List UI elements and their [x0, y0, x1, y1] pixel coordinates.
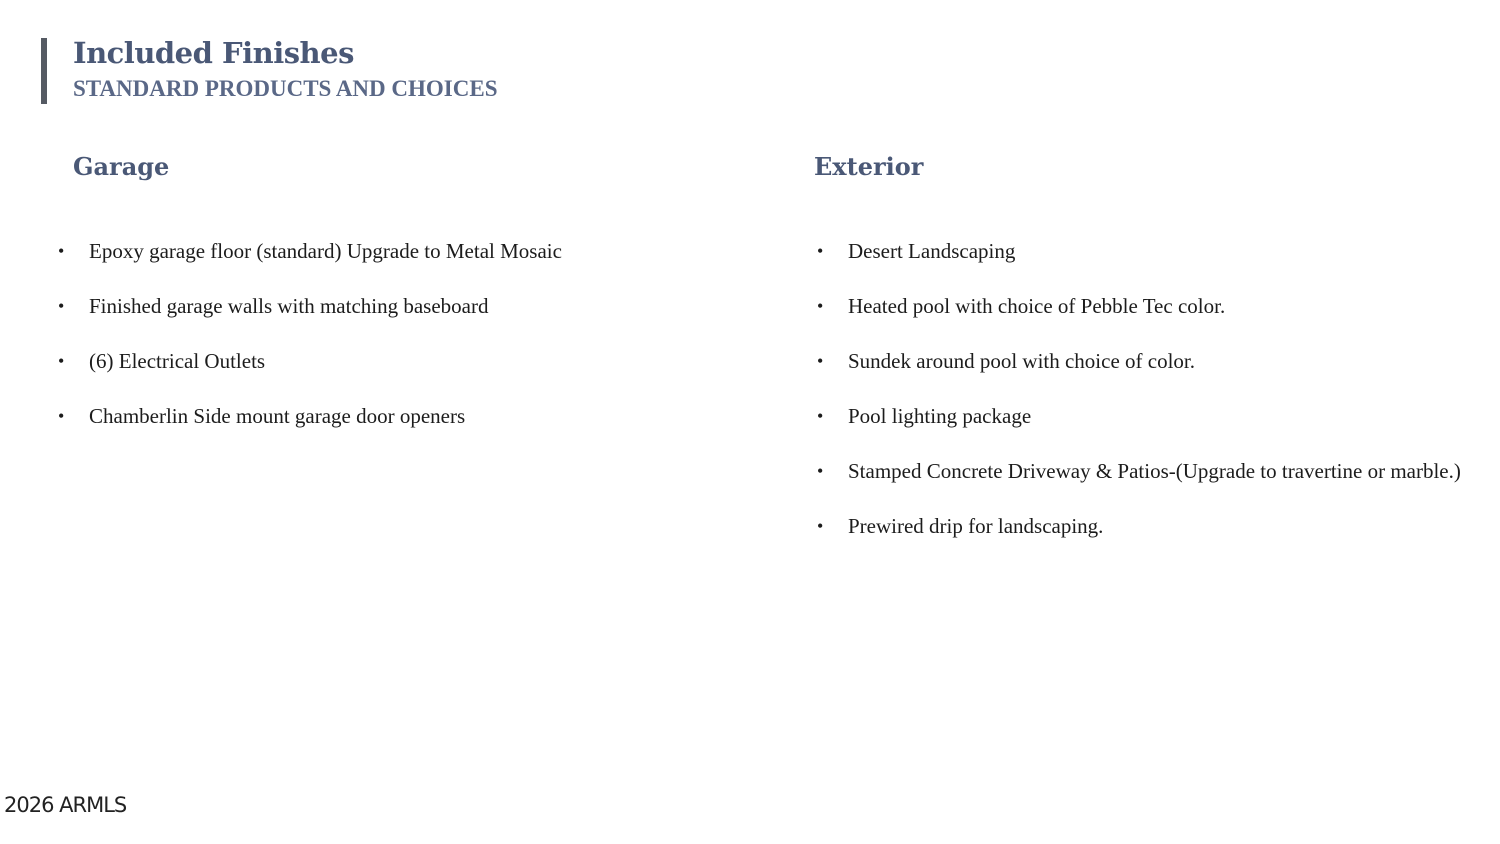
list-item-text: Sundek around pool with choice of color.: [848, 349, 1196, 373]
bullet-icon: •: [817, 516, 824, 536]
bullet-icon: •: [817, 241, 824, 261]
list-item-text: Finished garage walls with matching baseboard: [89, 294, 489, 318]
bullet-icon: •: [817, 296, 824, 316]
list-item: [817, 456, 1477, 486]
list-item-text: Stamped Concrete Driveway & Patios-(Upgrade to travertine or marble.): [848, 459, 1461, 483]
list-item-text: Prewired drip for landscaping.: [848, 514, 1104, 538]
bullet-icon: •: [58, 406, 65, 426]
list-item-text: Chamberlin Side mount garage door openers: [89, 404, 466, 428]
title-accent-bar: [41, 38, 47, 104]
bullet-icon: •: [817, 351, 824, 371]
bullet-icon: •: [817, 461, 824, 481]
page-title: Included Finishes: [73, 36, 354, 70]
copyright-footer: 2026 ARMLS: [4, 793, 127, 817]
list-item-text: (6) Electrical Outlets: [89, 349, 266, 373]
bullet-icon: •: [58, 351, 65, 371]
list-item: [58, 346, 758, 376]
list-item: [817, 291, 1477, 321]
list-item: [817, 346, 1477, 376]
bullet-icon: •: [58, 241, 65, 261]
list-item: [58, 291, 758, 321]
list-item: [817, 511, 1477, 541]
list-item-text: Pool lighting package: [848, 404, 1032, 428]
page-subtitle: STANDARD PRODUCTS AND CHOICES: [73, 76, 498, 101]
list-item: [58, 401, 758, 431]
list-item: [58, 236, 758, 266]
garage-list: [58, 236, 758, 456]
list-item-text: Heated pool with choice of Pebble Tec color.: [848, 294, 1226, 318]
list-item-text: Desert Landscaping: [848, 239, 1016, 263]
bullet-icon: •: [817, 406, 824, 426]
bullet-icon: •: [58, 296, 65, 316]
list-item: [817, 236, 1477, 266]
list-item-text: Epoxy garage floor (standard) Upgrade to Metal Mosaic: [89, 239, 562, 263]
garage-heading: Garage: [73, 152, 170, 181]
exterior-list: [817, 236, 1477, 566]
list-item: [817, 401, 1477, 431]
exterior-heading: Exterior: [814, 152, 924, 181]
